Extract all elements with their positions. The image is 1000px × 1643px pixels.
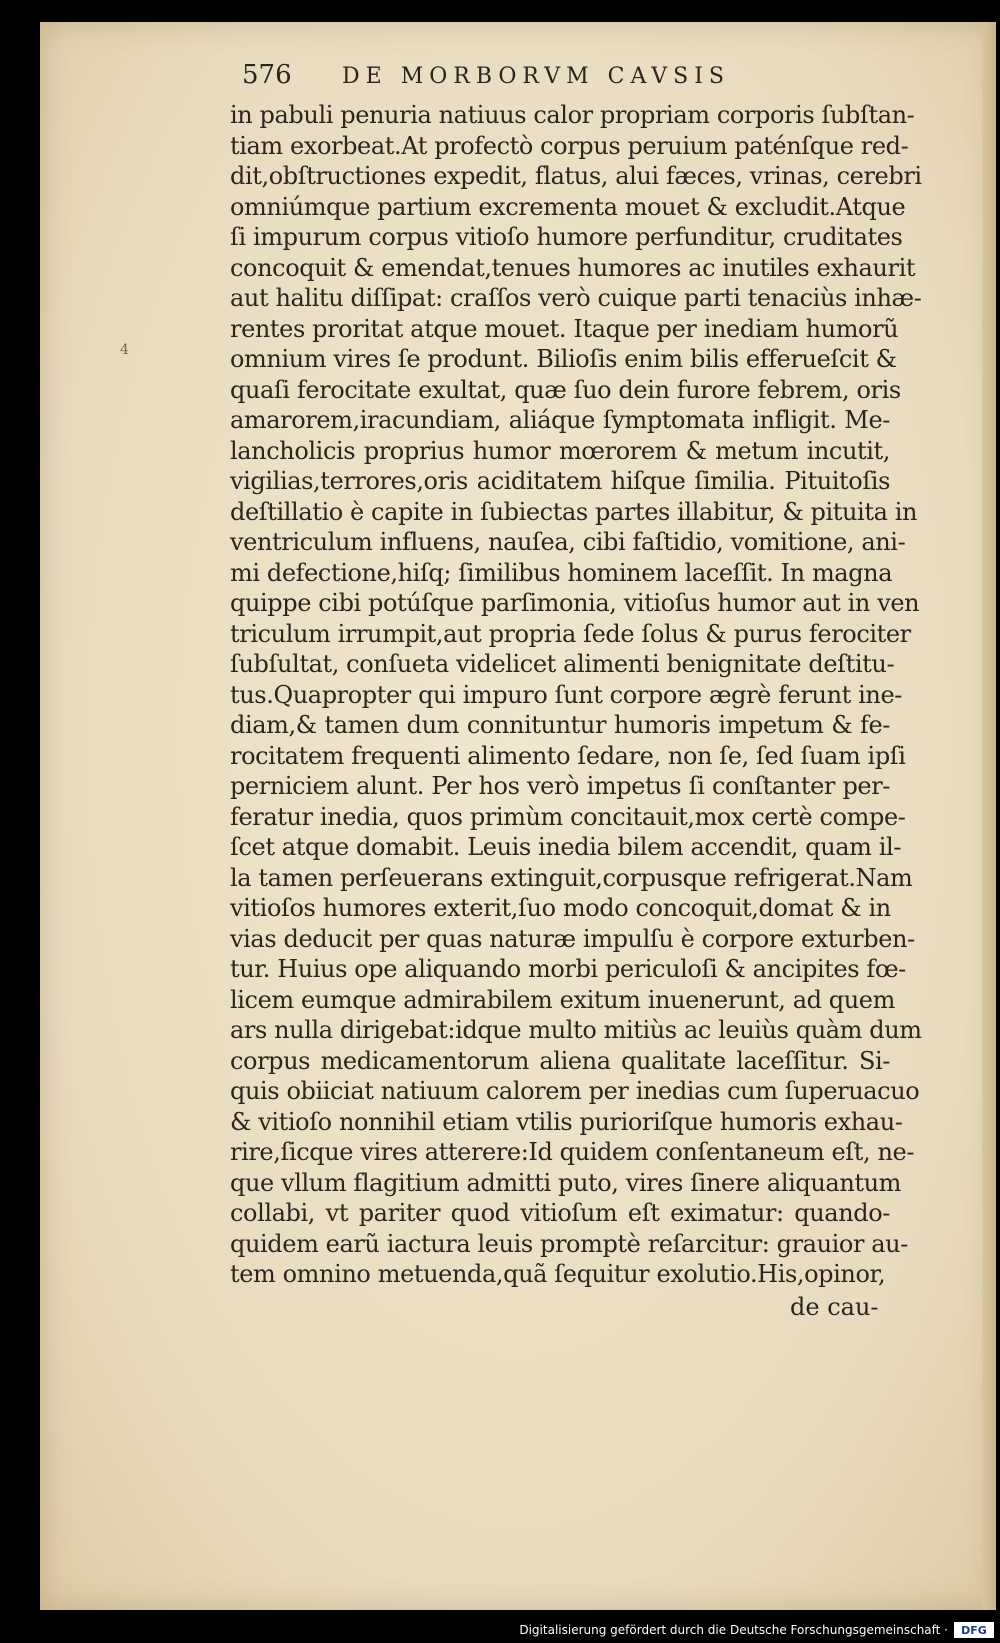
text-line: rire,ſicque vires atterere:Id quidem conſentaneum eſt, ne- xyxy=(230,1138,915,1166)
text-line: ars nulla dirigebat:idque multo mitiùs ac leuiùs quàm dum xyxy=(230,1016,922,1044)
text-line: & vitioſo nonnihil etiam vtilis purioriſque humoris exhau- xyxy=(230,1107,903,1136)
footer-bar xyxy=(0,1610,1000,1643)
text-line: feratur inedia, quos primùm concitauit,mox certè compe- xyxy=(230,802,906,831)
text-line: ſubſultat, conſueta videlicet alimenti benignitate deſtitu- xyxy=(230,650,895,678)
running-head: DE MORBORVM CAVSIS xyxy=(342,64,730,89)
text-line: triculum irrumpit,aut propria ſede ſolus & purus ferociter xyxy=(230,619,911,648)
page-number: 576 xyxy=(242,60,292,90)
catchword: de cau- xyxy=(790,1293,879,1321)
text-line: vitioſos humores exterit,ſuo modo concoquit,domat & in xyxy=(230,894,891,922)
text-line: licem eumque admirabilem exitum inuenerunt, ad quem xyxy=(230,985,895,1014)
text-line: collabi, vt pariter quod vitioſum eſt eximatur: quando- xyxy=(230,1199,890,1227)
text-line: rocitatem frequenti alimento ſedare, non ſe, ſed ſuam ipſi xyxy=(230,741,906,770)
page-edge xyxy=(982,22,996,1610)
text-line: tem omnino metuenda,quã ſequitur exolutio.His,opinor, xyxy=(230,1260,886,1288)
text-line: lancholicis proprius humor mœrorem & metum incutit, xyxy=(230,436,890,465)
text-line: vigilias,terrores,oris aciditatem hiſque ſimilia. Pituitoſis xyxy=(230,467,890,495)
text-line: vias deducit per quas naturæ impulſu è corpore exturben- xyxy=(230,924,915,953)
text-line: quis obiiciat natiuum calorem per inedias cum ſuperuacuo xyxy=(230,1077,920,1105)
text-line: amarorem,iracundiam, aliáque ſymptomata infligit. Me- xyxy=(230,406,890,434)
text-line: la tamen perſeuerans extinguit,corpusque refrigerat.Nam xyxy=(230,863,913,892)
text-line: aut halitu diſſipat: craſſos verò cuique parti tenaciùs inhæ- xyxy=(230,284,922,312)
text-line: concoquit & emendat,tenues humores ac inutiles exhaurit xyxy=(230,253,916,282)
dfg-logo: DFG xyxy=(954,1622,994,1638)
text-line: rentes proritat atque mouet. Itaque per inediam humorũ xyxy=(230,314,899,343)
text-line: quidem earũ iactura leuis promptè reſarcitur: grauior au- xyxy=(230,1229,908,1258)
text-line: corpus medicamentorum aliena qualitate laceſſitur. Si- xyxy=(230,1046,890,1075)
page-header xyxy=(242,60,892,100)
text-line: ſcet atque domabit. Leuis inedia bilem accendit, quam il- xyxy=(230,833,902,861)
text-line: ventriculum influens, nauſea, cibi faſtidio, vomitione, ani- xyxy=(230,528,906,556)
margin-mark: 4 xyxy=(120,342,129,358)
text-line: diam,& tamen dum connituntur humoris impetum & fe- xyxy=(230,711,890,739)
text-line: deſtillatio è capite in ſubiectas partes illabitur, & pituita in xyxy=(230,497,918,526)
text-line: ſi impurum corpus vitioſo humore perfunditur, cruditates xyxy=(230,223,903,251)
text-line: que vllum flagitium admitti puto, vires ſinere aliquantum xyxy=(230,1168,902,1197)
text-line: quaſi ferocitate exultat, quæ ſuo dein furore febrem, oris xyxy=(230,375,901,404)
text-line: perniciem alunt. Per hos verò impetus ſi conſtanter per- xyxy=(230,772,890,800)
footer-credit: Digitalisierung gefördert durch die Deutsche Forschungsgemeinschaft · xyxy=(519,1623,948,1637)
text-line: tur. Huius ope aliquando morbi periculoſi & ancipites fœ- xyxy=(230,955,906,983)
body-text xyxy=(230,100,922,1290)
text-line: in pabuli penuria natiuus calor propriam corporis ſubſtan- xyxy=(230,101,915,129)
text-line: quippe cibi potúſque parſimonia, vitioſus humor aut in ven xyxy=(230,589,920,617)
text-line: dit,obſtructiones expedit, flatus, alui fæces, vrinas, cerebri xyxy=(230,162,922,190)
text-line: omniúmque partium excrementa mouet & excludit.Atque xyxy=(230,192,906,221)
text-line: omnium vires ſe produnt. Bilioſis enim bilis efferueſcit & xyxy=(230,345,897,373)
text-line: mi defectione,hiſq; ſimilibus hominem laceſſit. In magna xyxy=(230,558,893,587)
text-line: tus.Quapropter qui impuro ſunt corpore ægrè ferunt ine- xyxy=(230,680,902,709)
text-line: tiam exorbeat.At profectò corpus peruium paténſque red- xyxy=(230,131,909,160)
